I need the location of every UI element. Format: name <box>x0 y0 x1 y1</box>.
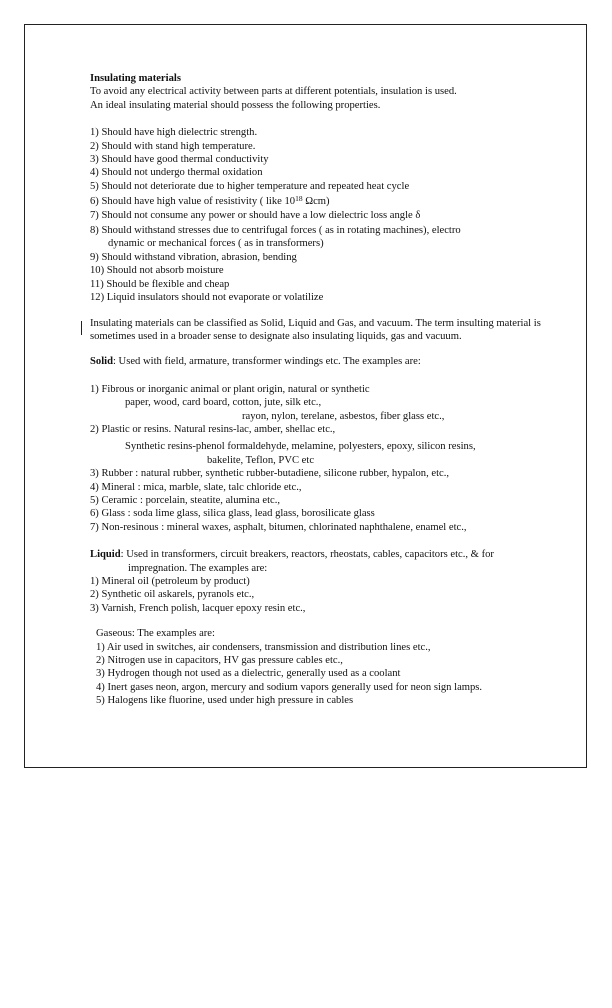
solid-examples-list <box>90 383 560 534</box>
list-item <box>90 195 560 208</box>
resistivity-exponent: 18 <box>295 194 303 204</box>
list-item: 3) Hydrogen though not used as a dielectric, generally used as a coolant <box>96 668 401 680</box>
list-item: 1) Mineral oil (petroleum by product) <box>90 576 250 587</box>
liquid-intro <box>90 548 560 561</box>
list-item: 1) Should have high dielectric strength. <box>90 127 258 139</box>
list-item: 5) Halogens like fluorine, used under high pressure in cables <box>96 695 354 707</box>
list-item: 7) Non-resinous : mineral waxes, asphalt, bitumen, chlorinated naphthalene, enamel etc., <box>90 521 467 533</box>
solid-text: : Used with field, armature, transformer windings etc. The examples are: <box>112 356 421 368</box>
list-item-continuation: bakelite, Teflon, PVC etc <box>207 454 315 466</box>
list-item: 1) Fibrous or inorganic animal or plant origin, natural or synthetic <box>90 383 370 395</box>
list-item: 5) Should not deteriorate due to higher temperature and repeated heat cycle <box>90 180 410 192</box>
list-item: 8) Should withstand stresses due to centrifugal forces ( as in rotating machines), electro <box>90 225 461 237</box>
list-item: 2) Synthetic oil askarels, pyranols etc., <box>90 589 255 601</box>
solid-intro <box>90 355 560 368</box>
properties-list <box>90 126 560 304</box>
liquid-examples-list <box>90 575 560 615</box>
list-item: 2) Nitrogen use in capacitors, HV gas pressure cables etc., <box>96 655 343 667</box>
gaseous-heading: Gaseous: The examples are: <box>96 628 215 640</box>
text-cursor <box>81 321 82 335</box>
intro-line-1: To avoid any electrical activity between parts at different potentials, insulation is used. <box>90 86 457 98</box>
list-item-continuation: rayon, nylon, terelane, asbestos, fiber glass etc., <box>242 410 445 422</box>
document-title: Insulating materials <box>90 73 181 84</box>
intro-line-2: An ideal insulating material should possess the following properties. <box>90 99 381 111</box>
liquid-intro-continuation: impregnation. The examples are: <box>128 562 268 574</box>
list-item: 3) Rubber : natural rubber, synthetic rubber-butadiene, silicone rubber, hypalon, etc., <box>90 468 450 480</box>
list-item: 5) Ceramic : porcelain, steatite, alumina etc., <box>90 494 281 506</box>
list-item-continuation: Synthetic resins-phenol formaldehyde, melamine, polyesters, epoxy, silicon resins, <box>125 441 476 453</box>
list-item: 11) Should be flexible and cheap <box>90 278 230 290</box>
list-item: 2) Plastic or resins. Natural resins-lac, amber, shellac etc., <box>90 423 336 435</box>
list-item: 4) Should not undergo thermal oxidation <box>90 167 263 179</box>
document-body <box>90 72 560 708</box>
list-item: 12) Liquid insulators should not evaporate or volatilize <box>90 292 324 304</box>
list-item: 3) Should have good thermal conductivity <box>90 154 269 166</box>
list-item: 10) Should not absorb moisture <box>90 265 224 277</box>
list-item-continuation: dynamic or mechanical forces ( as in transformers) <box>108 238 324 250</box>
list-item: 2) Should with stand high temperature. <box>90 140 256 152</box>
list-item: 9) Should withstand vibration, abrasion, bending <box>90 251 297 263</box>
list-item: 1) Air used in switches, air condensers, transmission and distribution lines etc., <box>96 641 431 653</box>
resistivity-text: 6) Should have high value of resistivity ( like 10 <box>90 196 296 208</box>
list-item: 4) Mineral : mica, marble, slate, talc chloride etc., <box>90 481 302 493</box>
list-item: 3) Varnish, French polish, lacquer epoxy resin etc., <box>90 602 306 614</box>
classification-paragraph: Insulating materials can be classified as Solid, Liquid and Gas, and vacuum. The term insulting material is sometimes used in a broader sense to designate also insulating liquids, gas and vacuum. <box>90 317 541 342</box>
list-item: 7) Should not consume any power or should have a low dielectric loss angle δ <box>90 209 421 221</box>
list-item: 4) Inert gases neon, argon, mercury and sodium vapors generally used for neon sign lamps. <box>96 681 483 693</box>
solid-label: Solid <box>90 356 113 368</box>
liquid-label: Liquid <box>90 549 121 561</box>
resistivity-unit: Ωcm) <box>302 196 330 208</box>
list-item: 6) Glass : soda lime glass, silica glass, lead glass, borosilicate glass <box>90 508 375 520</box>
liquid-text: : Used in transformers, circuit breakers, reactors, rheostats, cables, capacitors etc., & for <box>120 549 494 561</box>
list-item-continuation: paper, wood, card board, cotton, jute, silk etc., <box>125 397 322 409</box>
gaseous-section <box>90 627 560 707</box>
